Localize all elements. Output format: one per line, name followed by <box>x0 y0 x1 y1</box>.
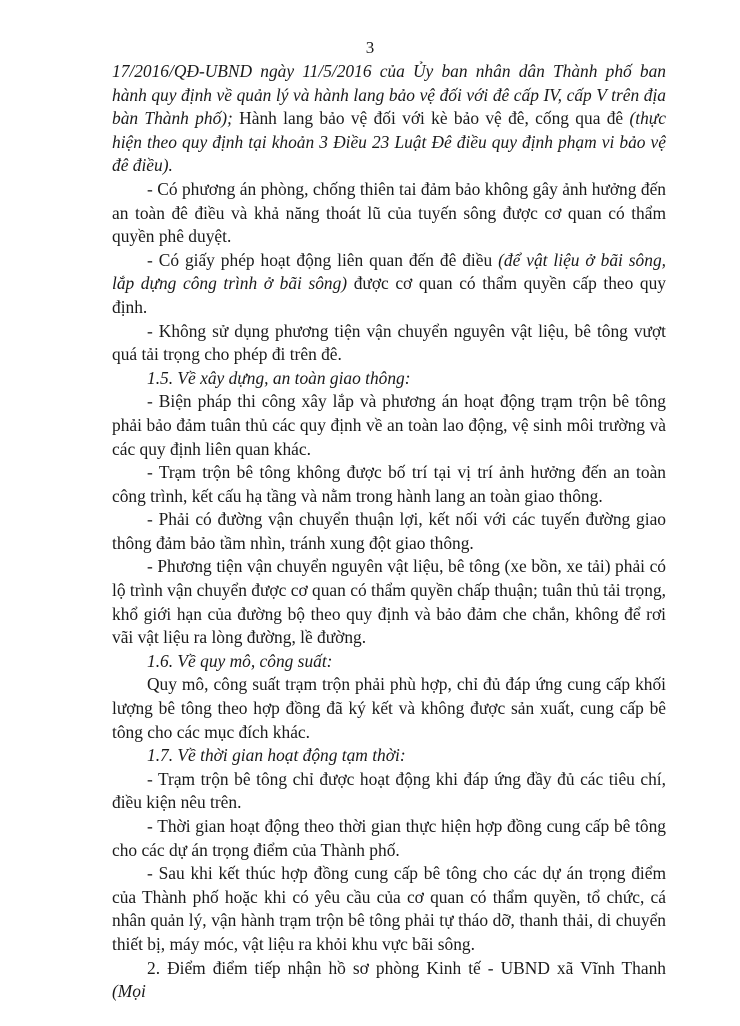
paragraph-text: 2. Điểm điểm tiếp nhận hồ sơ phòng Kinh tế - UBND xã Vĩnh Thanh <box>147 957 666 978</box>
section-heading-1-5: 1.5. Về xây dựng, an toàn giao thông: <box>147 367 411 388</box>
paragraph-continuation <box>112 60 666 178</box>
paragraph: - Không sử dụng phương tiện vận chuyển nguyên vật liệu, bê tông vượt quá tải trọng cho phép đi trên đê. <box>112 320 666 365</box>
paragraph: - Trạm trộn bê tông chỉ được hoạt động khi đáp ứng đầy đủ các tiêu chí, điều kiện nêu trên. <box>112 768 666 813</box>
paragraph: - Thời gian hoạt động theo thời gian thực hiện hợp đồng cung cấp bê tông cho các dự án trọng điểm của Thành phố. <box>112 816 666 860</box>
document-body <box>112 60 666 1004</box>
paragraph-text: Hành lang bảo vệ đối với kè bảo vệ đê, cống qua đê <box>232 108 630 129</box>
paragraph-text-italic: (để vật liệu ở bãi sông, lắp dựng công trình ở bãi sông) <box>112 249 666 294</box>
section-heading-1-6: 1.6. Về quy mô, công suất: <box>147 650 333 671</box>
paragraph-text: - Có giấy phép hoạt động liên quan đến đê điều <box>147 249 499 270</box>
paragraph: - Có phương án phòng, chống thiên tai đảm bảo không gây ảnh hưởng đến an toàn đê điều và khả năng thoát lũ của tuyến sông được cơ quan có thẩm quyền phê duyệt. <box>112 178 666 247</box>
paragraph-text-italic: 17/2016/QĐ-UBND ngày 11/5/2016 của Ủy ban nhân dân Thành phố ban hành quy định về quản lý và hành lang bảo vệ đối với đê cấp IV, cấp V trên địa bàn Thành phố); <box>112 61 666 129</box>
paragraph-text: được cơ quan có thẩm quyền cấp theo quy định. <box>112 273 667 317</box>
paragraph: - Biện pháp thi công xây lắp và phương án hoạt động trạm trộn bê tông phải bảo đảm tuân thủ các quy định về an toàn lao động, vệ sinh môi trường và các quy định liên quan khác. <box>112 391 666 459</box>
section-heading-1-7: 1.7. Về thời gian hoạt động tạm thời: <box>147 745 406 766</box>
section-heading-2 <box>112 957 666 1004</box>
page-number: 3 <box>365 38 375 57</box>
paragraph <box>112 249 666 320</box>
paragraph: - Phải có đường vận chuyển thuận lợi, kết nối với các tuyến đường giao thông đảm bảo tầm nhìn, tránh xung đột giao thông. <box>112 509 666 553</box>
paragraph-text-italic: (Mọi <box>112 981 146 1002</box>
paragraph-text-italic: (thực hiện theo quy định tại khoản 3 Điều 23 Luật Đê điều quy định phạm vi bảo vệ đê điều). <box>112 108 666 176</box>
paragraph: - Trạm trộn bê tông không được bố trí tại vị trí ảnh hưởng đến an toàn công trình, kết cấu hạ tầng và nằm trong hành lang an toàn giao thông. <box>112 462 666 506</box>
paragraph: Quy mô, công suất trạm trộn phải phù hợp, chỉ đủ đáp ứng cung cấp khối lượng bê tông theo hợp đồng đã ký kết và không được sản xuất, cung cấp bê tông cho các mục đích khác. <box>112 674 666 742</box>
paragraph: - Sau khi kết thúc hợp đồng cung cấp bê tông cho các dự án trọng điểm của Thành phố hoặc khi có yêu cầu của cơ quan có thẩm quyền, tổ chức, cá nhân quản lý, vận hành trạm trộn bê tông phải tự tháo dỡ, thanh thải, di chuyển thiết bị, máy móc, vật liệu ra khỏi khu vực bãi sông. <box>112 863 666 954</box>
paragraph: - Phương tiện vận chuyển nguyên vật liệu, bê tông (xe bồn, xe tải) phải có lộ trình vận chuyển được cơ quan có thẩm quyền chấp thuận; tuân thủ tải trọng, khổ giới hạn của đường bộ theo quy định và bảo đảm che chắn, không để rơi vãi vật liệu ra lòng đường, lề đường. <box>112 556 666 648</box>
